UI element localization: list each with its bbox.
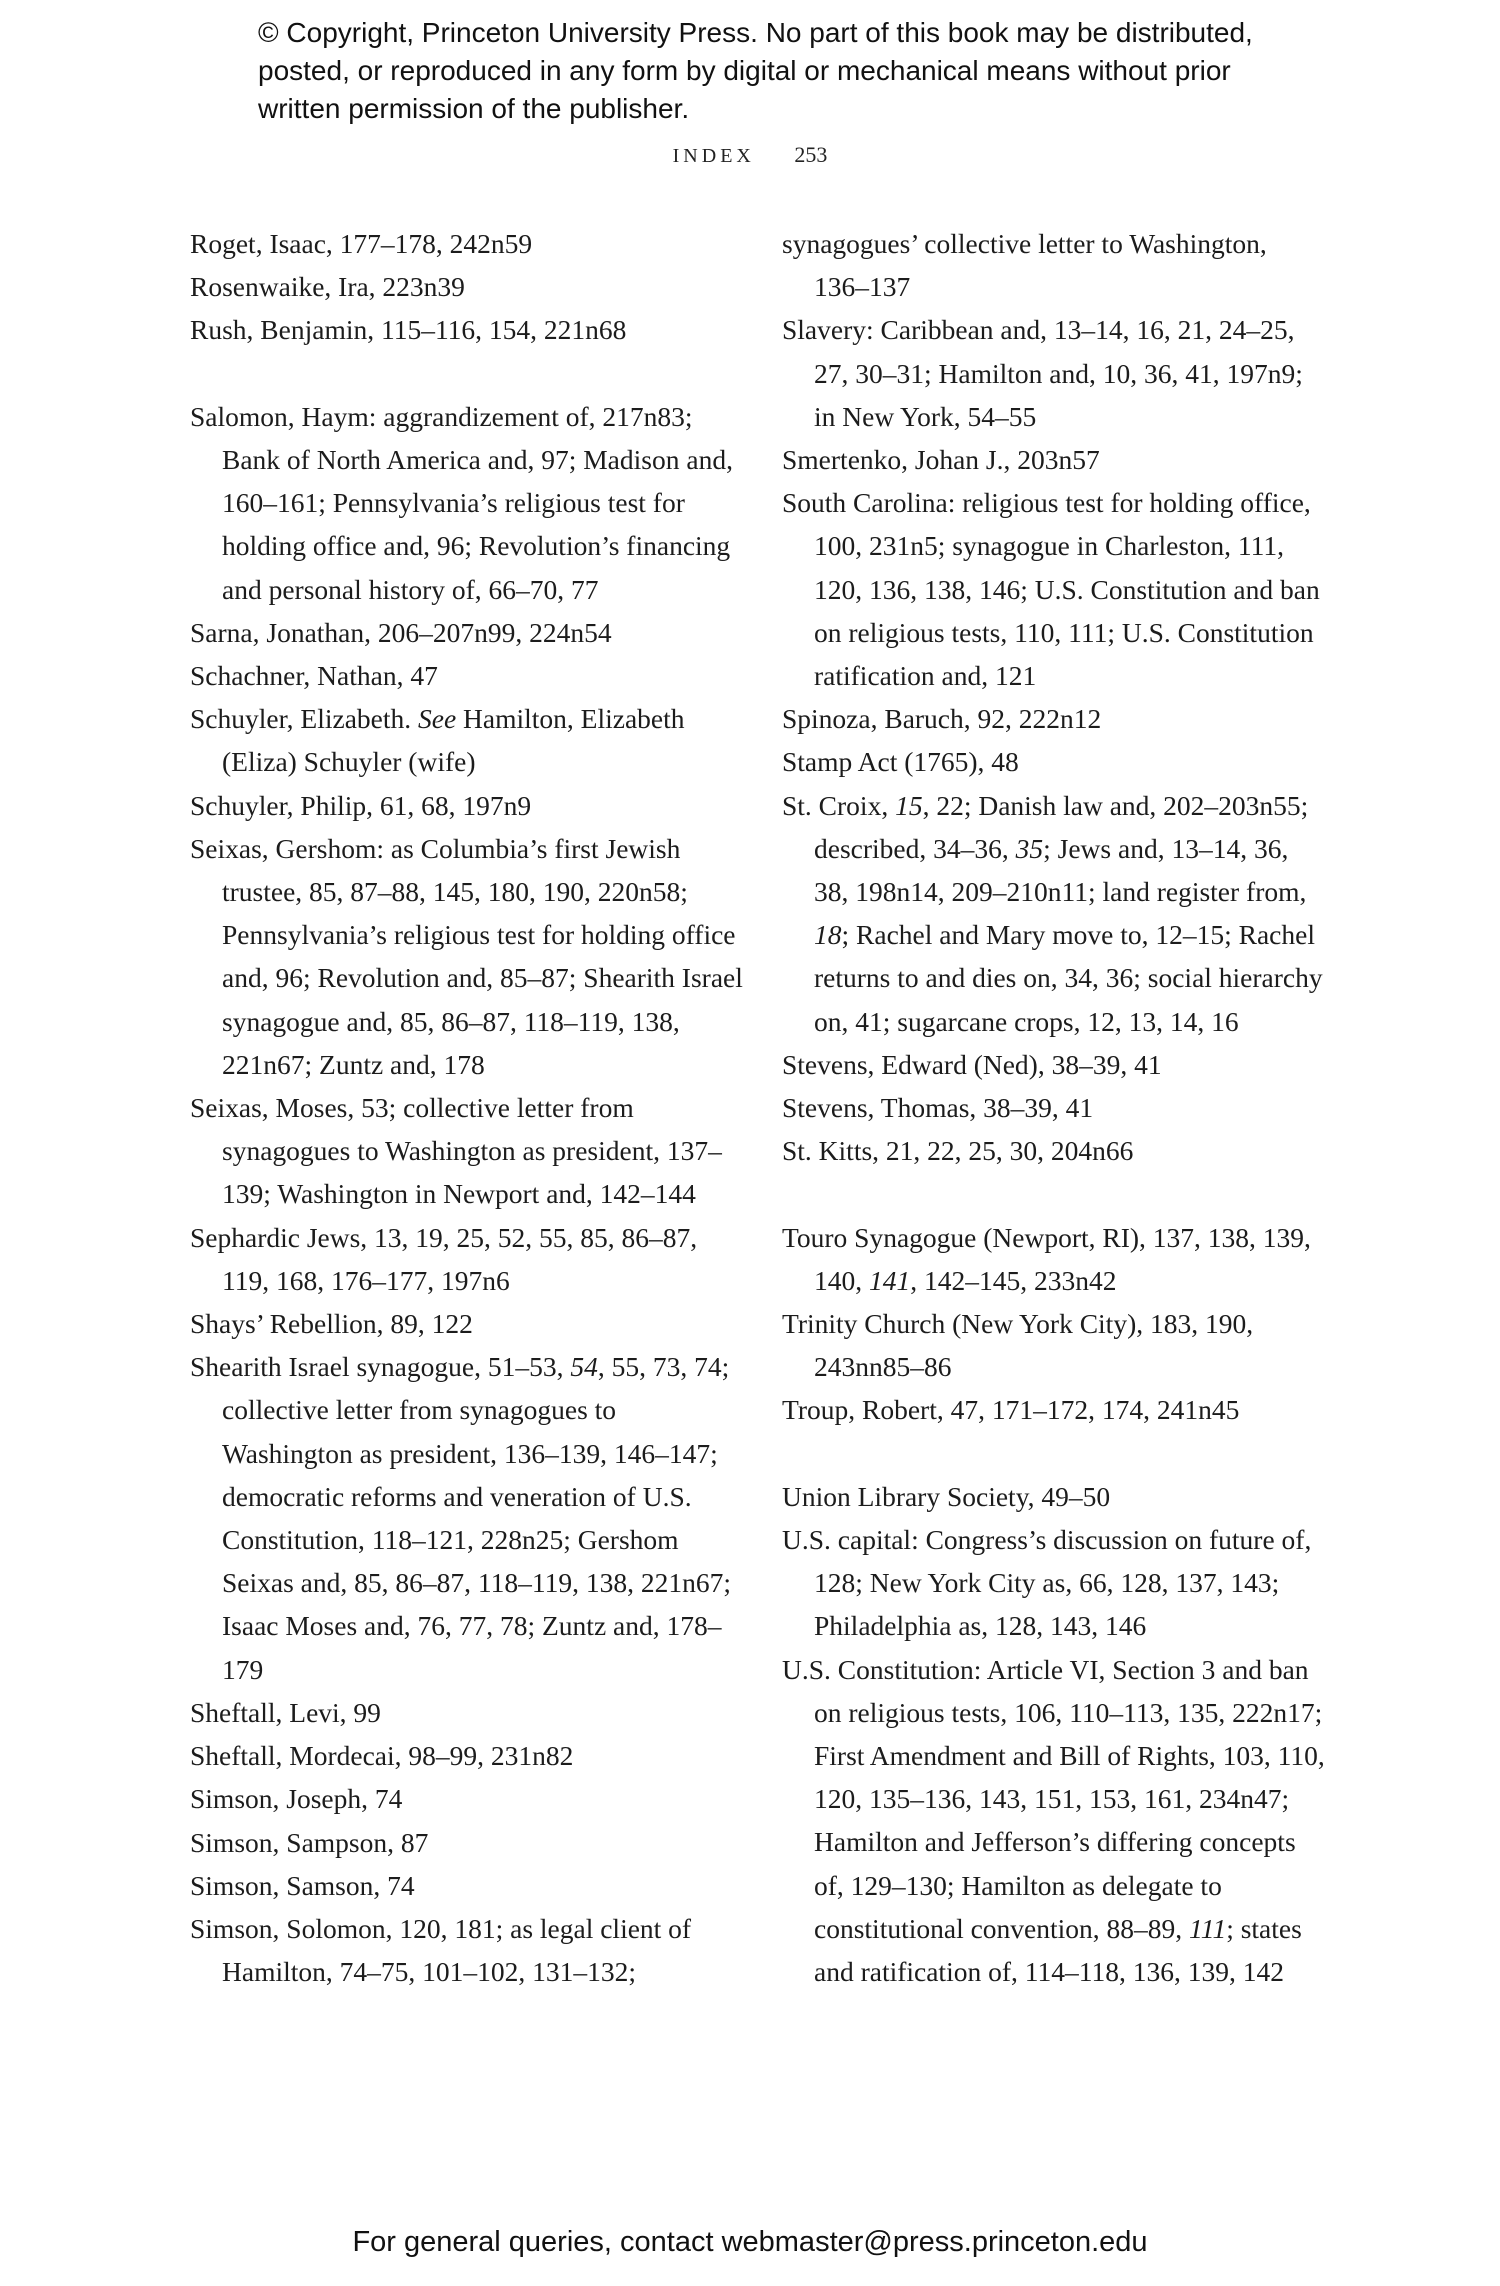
entry-text: Schuyler, Philip, 61, 68, 197n9 — [190, 789, 532, 821]
entry-text: , 55, 73, 74; collective letter from synagogues to Washington as president, 136–139, 146–147; democratic reforms and veneration of U.S. Constitution, 118–121, 228n25; Gershom Seixas and, 85, 86–87, 118–119, 138, 221n67; Isaac Moses and, 76, 77, 78; Zuntz and, 178–179 — [222, 1351, 731, 1685]
entry-text: Shays’ Rebellion, 89, 122 — [190, 1308, 473, 1340]
italic-page-ref: 15 — [895, 789, 923, 821]
index-entry — [782, 481, 1327, 697]
index-entry — [782, 697, 1327, 740]
entry-text: Trinity Church (New York City), 183, 190, 243nn85–86 — [782, 1308, 1254, 1383]
entry-text: , 142–145, 233n42 — [910, 1264, 1117, 1296]
entry-text: Rosenwaike, Ira, 223n39 — [190, 271, 465, 303]
entry-text: Seixas, Moses, 53; collective letter from synagogues to Washington as president, 137–139; Washington in Newport and, 142–144 — [190, 1092, 722, 1210]
entry-text: Stamp Act (1765), 48 — [782, 746, 1019, 778]
entry-text: synagogues’ collective letter to Washington, 136–137 — [782, 228, 1267, 303]
index-entry — [782, 1388, 1327, 1431]
index-entry — [190, 1734, 750, 1777]
index-entry — [782, 308, 1327, 438]
entry-text: Rush, Benjamin, 115–116, 154, 221n68 — [190, 314, 627, 346]
entry-text: ; states and ratification of, 114–118, 136, 139, 142 — [814, 1912, 1302, 1988]
index-entry — [190, 395, 750, 611]
index-entry — [782, 438, 1327, 481]
entry-text: Stevens, Edward (Ned), 38–39, 41 — [782, 1048, 1162, 1080]
index-entry — [190, 697, 750, 783]
index-column-right — [782, 222, 1327, 1993]
index-entry — [190, 1345, 750, 1691]
index-entry — [190, 1691, 750, 1734]
index-entry — [190, 611, 750, 654]
entry-text: Simson, Joseph, 74 — [190, 1783, 403, 1815]
entry-text: Troup, Robert, 47, 171–172, 174, 241n45 — [782, 1394, 1240, 1426]
entry-text: Sephardic Jews, 13, 19, 25, 52, 55, 85, 86–87, 119, 168, 176–177, 197n6 — [190, 1221, 698, 1296]
index-entry — [782, 1129, 1327, 1172]
index-entry — [190, 1216, 750, 1302]
index-entry — [190, 654, 750, 697]
index-entry-continuation — [782, 222, 1327, 308]
entry-text: ; Rachel and Mary move to, 12–15; Rachel returns to and dies on, 34, 36; social hierarchy on, 41; sugarcane crops, 12, 13, 14, 16 — [814, 919, 1323, 1037]
entry-text: St. Kitts, 21, 22, 25, 30, 204n66 — [782, 1135, 1134, 1167]
entry-text: Schuyler, Elizabeth. — [190, 703, 418, 735]
entry-text: Seixas, Gershom: as Columbia’s first Jewish trustee, 85, 87–88, 145, 180, 190, 220n58; Pennsylvania’s religious test for holding office and, 96; Revolution and, 85–87; Shearith Israel synagogue and, 85, 86–87, 118–119, 138, 221n67; Zuntz and, 178 — [190, 832, 743, 1080]
italic-page-ref: See — [418, 703, 457, 735]
entry-text: South Carolina: religious test for holding office, 100, 231n5; synagogue in Charleston, 111, 120, 136, 138, 146; U.S. Constitution and ban on religious tests, 110, 111; U.S. Constitution ratification and, 121 — [782, 487, 1320, 692]
entry-text: Simson, Samson, 74 — [190, 1869, 415, 1901]
entry-text: Simson, Sampson, 87 — [190, 1826, 429, 1858]
index-entry — [190, 1907, 750, 1993]
index-entry — [190, 308, 750, 351]
index-entry — [782, 1475, 1327, 1518]
index-entry — [190, 265, 750, 308]
index-entry — [190, 827, 750, 1086]
index-entry — [782, 1648, 1327, 1994]
entry-text: Sheftall, Mordecai, 98–99, 231n82 — [190, 1740, 574, 1772]
entry-text: Sheftall, Levi, 99 — [190, 1696, 381, 1728]
copyright-notice: © Copyright, Princeton University Press. No part of this book may be distributed, posted, or reproduced in any form by digital or mechanical means without prior written permission of the publisher. — [258, 17, 1253, 124]
entry-text: , 22; Danish law and, 202–203n55; described, 34–36, — [814, 789, 1309, 864]
entry-text: Smertenko, Johan J., 203n57 — [782, 444, 1100, 476]
entry-text: Simson, Solomon, 120, 181; as legal client of Hamilton, 74–75, 101–102, 131–132; — [190, 1912, 692, 1988]
entry-text: U.S. capital: Congress’s discussion on future of, 128; New York City as, 66, 128, 137, 143; Philadelphia as, 128, 143, 146 — [782, 1524, 1312, 1642]
index-entry — [190, 1086, 750, 1216]
index-entry — [782, 740, 1327, 783]
page-number: 253 — [794, 142, 828, 167]
index-column-left — [190, 222, 750, 1993]
entry-text: Shearith Israel synagogue, 51–53, — [190, 1351, 571, 1383]
index-entry — [782, 784, 1327, 1043]
index-entry — [190, 1777, 750, 1820]
entry-text: St. Croix, — [782, 789, 896, 821]
index-entry — [190, 1302, 750, 1345]
index-entry — [782, 1302, 1327, 1388]
index-entry — [782, 1216, 1327, 1302]
italic-page-ref: 18 — [814, 919, 842, 951]
entry-text: Salomon, Haym: aggrandizement of, 217n83; Bank of North America and, 97; Madison and, 160–161; Pennsylvania’s religious test for holding office and, 96; Revolution’s financing and personal history of, 66–70, 77 — [190, 400, 733, 605]
entry-text: Schachner, Nathan, 47 — [190, 660, 438, 692]
entry-text: Sarna, Jonathan, 206–207n99, 224n54 — [190, 616, 612, 648]
index-entry — [782, 1086, 1327, 1129]
entry-text: Touro Synagogue (Newport, RI), 137, 138, 139, 140, — [782, 1221, 1311, 1296]
running-head-label: INDEX — [672, 145, 755, 167]
italic-page-ref: 141 — [869, 1264, 911, 1296]
entry-text: ; Jews and, 13–14, 36, 38, 198n14, 209–210n11; land register from, — [814, 832, 1307, 908]
index-entry — [782, 1518, 1327, 1648]
index-entry — [190, 222, 750, 265]
entry-text: Union Library Society, 49–50 — [782, 1480, 1111, 1512]
entry-text: Hamilton, Elizabeth (Eliza) Schuyler (wife) — [222, 703, 685, 778]
entry-text: U.S. Constitution: Article VI, Section 3 and ban on religious tests, 106, 110–113, 135, 222n17; First Amendment and Bill of Rights, 103, 110, 120, 135–136, 143, 151, 153, 161, 234n47; Hamilton and Jefferson’s differing concepts of, 129–130; Hamilton as delegate to constitutional convention, 88–89, — [782, 1653, 1325, 1944]
running-head — [0, 142, 1500, 168]
entry-text: Roget, Isaac, 177–178, 242n59 — [190, 228, 533, 259]
italic-page-ref: 111 — [1189, 1912, 1227, 1944]
footer-contact: For general queries, contact webmaster@press.princeton.edu — [352, 2226, 1148, 2258]
index-entry — [190, 1864, 750, 1907]
index-entry — [190, 784, 750, 827]
italic-page-ref: 54 — [570, 1351, 598, 1383]
entry-text: Slavery: Caribbean and, 13–14, 16, 21, 24–25, 27, 30–31; Hamilton and, 10, 36, 41, 197n9; in New York, 54–55 — [782, 314, 1303, 432]
entry-text: Spinoza, Baruch, 92, 222n12 — [782, 703, 1102, 735]
index-entry — [782, 1043, 1327, 1086]
index-entry — [190, 1821, 750, 1864]
entry-text: Stevens, Thomas, 38–39, 41 — [782, 1092, 1094, 1124]
italic-page-ref: 35 — [1015, 832, 1044, 864]
